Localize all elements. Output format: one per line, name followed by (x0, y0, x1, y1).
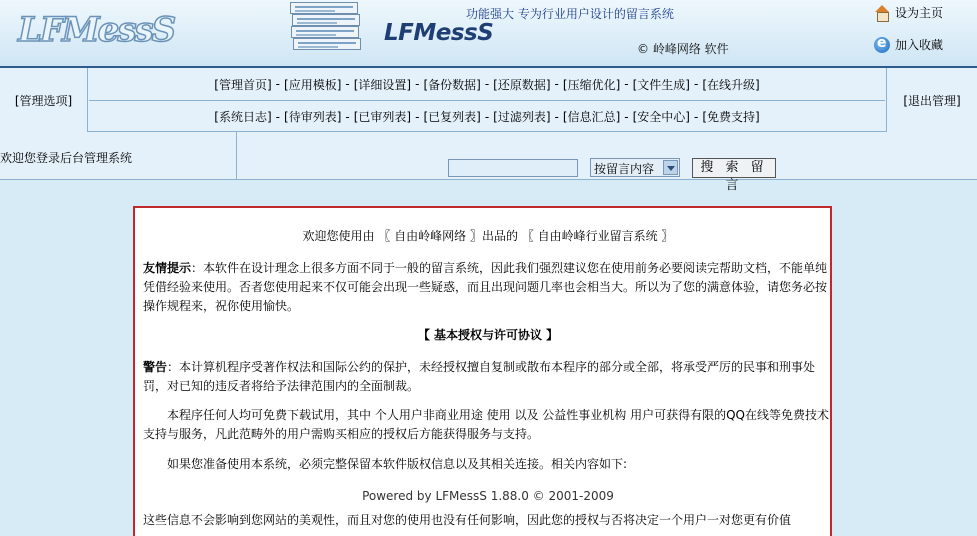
nav-replied-list[interactable]: [已复列表] (423, 110, 481, 124)
set-home-link[interactable] (874, 4, 943, 21)
nav-free-support[interactable]: [免费支持] (702, 110, 760, 124)
nav-row-1: [管理首页] - [应用模板] - [详细设置] - [备份数据] - [还原数据] - [压缩优化] - [文件生成] - [在线升级] (214, 77, 760, 92)
document-stack-graphic (288, 0, 364, 58)
logout-link[interactable]: [退出管理] (903, 93, 961, 108)
nav-system-log[interactable]: [系统日志] (214, 110, 272, 124)
chevron-down-icon (663, 160, 678, 175)
set-home-label: 设为主页 (895, 6, 944, 20)
logo-left-text: LFMessS (18, 10, 175, 50)
copyright: © 岭峰网络 软件 (637, 42, 729, 56)
logo-mid: LFMessS (384, 20, 494, 46)
logo-left (18, 10, 175, 50)
nav-info-summary[interactable]: [信息汇总] (562, 110, 621, 124)
search-button[interactable]: 搜 索 留 言 (692, 158, 776, 178)
nav-links (89, 68, 885, 132)
nav-row-2: [系统日志] - [待审列表] - [已审列表] - [已复列表] - [过滤列表] - [信息汇总] - [安全中心] - [免费支持] (89, 100, 885, 132)
nav-filter-list[interactable]: [过滤列表] (493, 110, 551, 124)
nav-restore-data[interactable]: [还原数据] (493, 77, 551, 92)
welcome-text: 欢迎您登录后台管理系统 (0, 132, 237, 179)
warning-paragraph (143, 358, 833, 396)
nav-compress-optimize[interactable]: [压缩优化] (562, 77, 621, 92)
nav-options-label[interactable]: [管理选项] (14, 93, 73, 108)
nav-generate-files[interactable]: [文件生成] (632, 77, 690, 92)
tip-paragraph (143, 259, 833, 316)
nav-options (0, 68, 88, 132)
welcome-search-bar (0, 132, 977, 193)
nav-pending-list[interactable]: [待审列表] (284, 110, 342, 124)
tip-label: 友情提示 (143, 261, 192, 275)
keep-copyright-paragraph: 如果您准备使用本系统，必须完整保留本软件版权信息以及其相关连接。相关内容如下: (167, 457, 628, 471)
nav-apply-template[interactable]: [应用模板] (284, 77, 342, 92)
nav-online-upgrade[interactable]: [在线升级] (702, 77, 760, 92)
search-input[interactable] (448, 159, 578, 177)
nav-detail-settings[interactable]: [详细设置] (353, 77, 412, 92)
header (0, 0, 977, 66)
nav-logout (886, 68, 977, 132)
license-panel (133, 206, 832, 536)
search-field-value: 按留言内容 (594, 162, 655, 176)
powered-by: Powered by LFMessS 1.88.0 © 2001-2009 (362, 489, 614, 503)
home-icon (874, 5, 890, 21)
tip-text: ：本软件在设计理念上很多方面不同于一般的留言系统，因此我们强烈建议您在使用前务必要阅读完帮助文档，不能单纯凭借经验来使用。否者您使用起来不仅可能会出现一些疑惑，而且出现问题几率也会相当大。所以为了您的满意体验，请您务必按操作规程来，祝你使用愉快。 (143, 261, 828, 313)
ie-icon (874, 37, 890, 53)
warning-label: 警告 (143, 360, 168, 374)
add-favorite-link[interactable] (874, 36, 943, 53)
nav-security-center[interactable]: [安全中心] (632, 110, 690, 124)
admin-nav (0, 66, 977, 132)
add-favorite-label: 加入收藏 (895, 38, 944, 52)
license-title: 【 基本授权与许可协议 】 (417, 328, 559, 342)
welcome-line: 欢迎您使用由 〖 自由岭峰网络 〗出品的 〖 自由岭峰行业留言系统 〗 (302, 229, 674, 243)
warning-text: ：本计算机程序受著作权法和国际公约的保护，未经授权擅自复制或散布本程序的部分或全部，将承受严厉的民事和刑事处罚，对已知的违反者将给予法律范围内的全面制裁。 (143, 360, 816, 393)
free-use-paragraph: 本程序任何人均可免费下载试用，其中 个人用户非商业用途 使用 以及 公益性事业机构 用户可获得有限的QQ在线等免费技术支持与服务，凡此范畴外的用户需购买相应的授权后方能获得服务与支持。 (143, 408, 829, 441)
cutoff-line: 这些信息不会影响到您网站的美观性，而且对您的使用也没有任何影响，因此您的授权与否将决定一个用户一对您更有价值 (143, 513, 792, 527)
nav-admin-home[interactable]: [管理首页] (214, 77, 272, 92)
search-field-select[interactable] (590, 158, 680, 177)
nav-approved-list[interactable]: [已审列表] (353, 110, 412, 124)
nav-backup-data[interactable]: [备份数据] (423, 77, 481, 92)
slogan: 功能强大 专为行业用户设计的留言系统 (466, 7, 674, 21)
